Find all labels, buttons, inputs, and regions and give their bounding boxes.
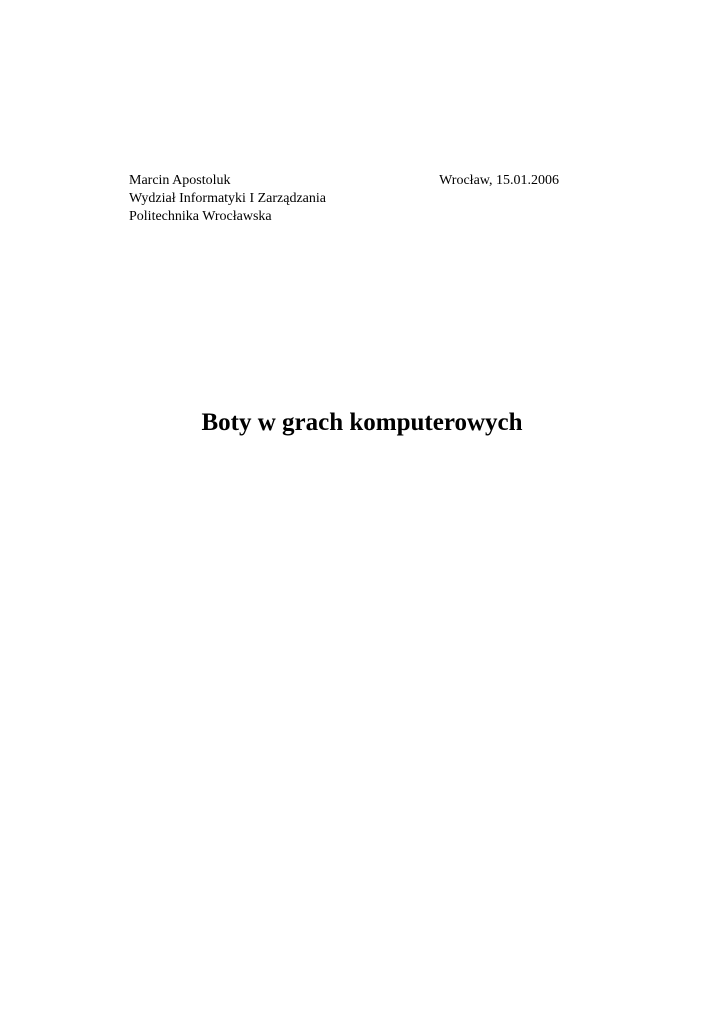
- place-and-date: Wrocław, 15.01.2006: [439, 173, 559, 188]
- author-name: Marcin Apostoluk: [129, 173, 231, 188]
- faculty-name: Wydział Informatyki I Zarządzania: [129, 191, 326, 206]
- university-name: Politechnika Wrocławska: [129, 209, 272, 224]
- document-title: Boty w grach komputerowych: [201, 409, 523, 436]
- title-page-header: [129, 172, 559, 226]
